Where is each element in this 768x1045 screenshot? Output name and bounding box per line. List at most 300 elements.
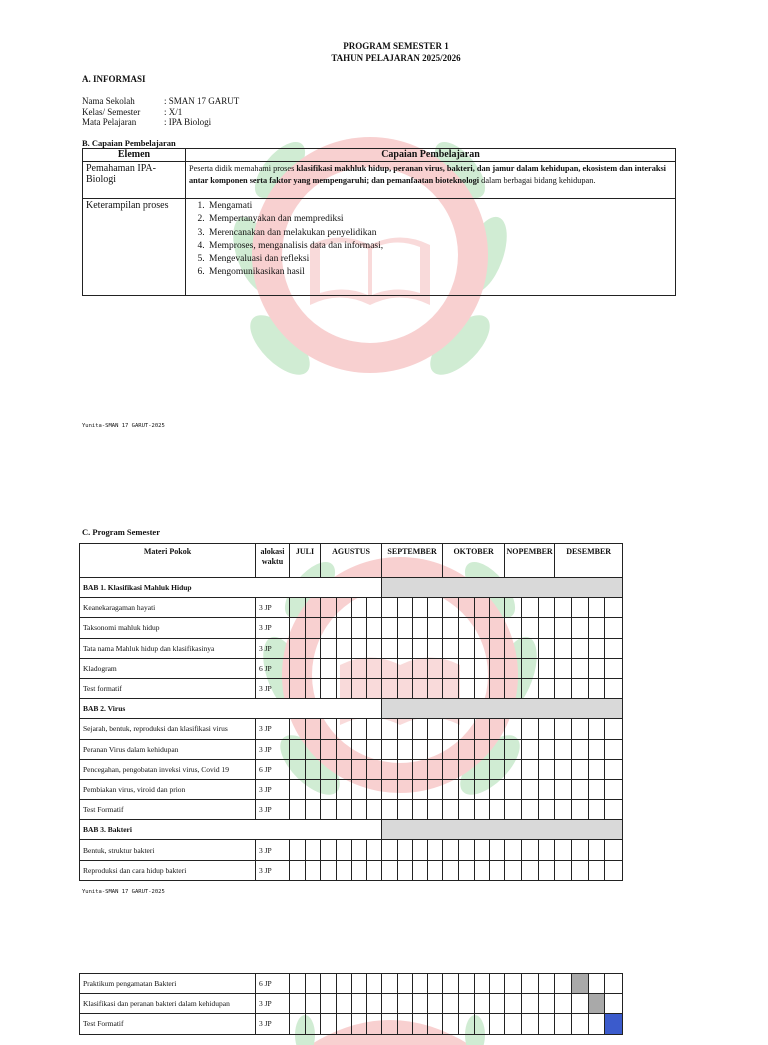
week-cell [337,678,352,698]
week-cell [605,638,623,658]
week-cell [398,719,413,739]
materi-cell: Sejarah, bentuk, reproduksi dan klasifikasi virus [80,719,256,739]
alokasi-cell: 6 JP [256,974,290,994]
info-row-subject [82,117,211,127]
week-cell [337,994,352,1014]
week-cell [572,779,589,799]
section-b-heading: B. Capaian Pembelajaran [82,138,176,148]
week-cell [605,779,623,799]
week-cell [352,840,367,860]
week-cell [337,779,352,799]
bab-title: BAB 2. Virus [80,699,382,719]
week-cell [428,598,443,618]
week-cell [555,658,572,678]
week-cell [555,759,572,779]
week-cell [539,840,555,860]
week-cell [522,658,539,678]
week-cell [290,994,306,1014]
week-cell [589,860,605,880]
week-cell [505,840,522,860]
week-cell [382,638,398,658]
week-cell [337,719,352,739]
table-row [80,860,623,880]
week-cell [290,598,306,618]
week-cell [352,759,367,779]
week-cell [337,598,352,618]
week-cell [505,779,522,799]
week-cell [475,598,490,618]
bab-row [80,820,623,840]
week-cell [382,994,398,1014]
week-cell [413,739,428,759]
bab-row [80,578,623,598]
week-cell [522,678,539,698]
week-cell [398,974,413,994]
table-row [80,739,623,759]
alokasi-cell: 3 JP [256,739,290,759]
table-row [80,759,623,779]
month-header: NOPEMBER [505,544,555,578]
week-cell [321,678,337,698]
week-cell [589,759,605,779]
week-cell [398,658,413,678]
week-cell [475,860,490,880]
week-cell [555,974,572,994]
bab-shading [382,578,623,598]
week-cell [306,800,321,820]
table-row [80,598,623,618]
week-cell [522,759,539,779]
week-cell [382,658,398,678]
document-subtitle: TAHUN PELAJARAN 2025/2026 [331,53,461,63]
week-cell [428,658,443,678]
week-cell [367,719,382,739]
month-header: JULI [290,544,321,578]
materi-cell: Pencegahan, pengobatan inveksi virus, Covid 19 [80,759,256,779]
week-cell [505,800,522,820]
bab-title: BAB 1. Klasifikasi Mahluk Hidup [80,578,382,598]
week-cell [443,759,459,779]
document-title: PROGRAM SEMESTER 1 [343,41,449,51]
week-cell [459,598,475,618]
skill-item: 4. Memproses, menganalisis data dan informasi, [207,240,672,253]
materi-cell: Taksonomi mahluk hidup [80,618,256,638]
week-cell [475,658,490,678]
week-cell [337,974,352,994]
week-cell [605,840,623,860]
week-cell [428,638,443,658]
week-cell [505,678,522,698]
week-cell [352,860,367,880]
week-cell [413,974,428,994]
week-cell [505,658,522,678]
week-cell [555,678,572,698]
alokasi-cell: 3 JP [256,618,290,638]
week-cell [459,840,475,860]
week-cell [555,638,572,658]
week-cell [413,840,428,860]
materi-cell: Praktikum pengamatan Bakteri [80,974,256,994]
info-value: : X/1 [164,107,183,117]
skill-item: 5. Mengevaluasi dan refleksi [207,253,672,266]
week-cell [555,739,572,759]
alokasi-cell: 6 JP [256,759,290,779]
page-footer: Yunita-SMAN 17 GARUT-2025 [82,423,165,429]
week-cell [382,678,398,698]
materi-cell: Kladogram [80,658,256,678]
week-cell [589,739,605,759]
info-label: Nama Sekolah [82,96,135,106]
week-cell [321,739,337,759]
week-cell [321,719,337,739]
week-cell [398,678,413,698]
alokasi-cell: 3 JP [256,840,290,860]
week-cell [459,759,475,779]
week-cell [382,779,398,799]
week-cell [382,840,398,860]
week-cell [459,800,475,820]
week-cell [428,618,443,638]
week-cell [555,719,572,739]
table-row [80,658,623,678]
week-cell [522,739,539,759]
week-cell [398,638,413,658]
week-cell [475,618,490,638]
week-cell [413,759,428,779]
month-header: AGUSTUS [321,544,382,578]
week-cell [382,759,398,779]
week-cell [475,800,490,820]
week-cell [413,800,428,820]
week-cell [321,779,337,799]
week-cell [443,860,459,880]
week-cell [428,860,443,880]
week-cell [352,598,367,618]
week-cell [589,840,605,860]
week-cell [555,800,572,820]
table-row [80,840,623,860]
week-cell [306,779,321,799]
skill-item: 1. Mengamati [207,200,672,213]
week-cell [321,618,337,638]
bab-row [80,699,623,719]
materi-cell: Test Formatif [80,800,256,820]
week-cell [321,638,337,658]
week-cell [321,598,337,618]
week-cell [572,739,589,759]
week-cell [398,860,413,880]
week-cell [306,860,321,880]
alokasi-cell: 3 JP [256,638,290,658]
week-cell [605,719,623,739]
week-cell [490,840,505,860]
week-cell [367,759,382,779]
week-cell [539,800,555,820]
week-cell [428,759,443,779]
week-cell [589,618,605,638]
week-cell [290,840,306,860]
skills-list-cell [186,199,676,296]
month-header: SEPTEMBER [382,544,443,578]
month-header: DESEMBER [555,544,623,578]
week-cell [605,618,623,638]
week-cell [413,860,428,880]
week-cell [572,638,589,658]
week-cell [337,840,352,860]
week-cell [398,779,413,799]
week-cell [382,800,398,820]
week-cell [539,638,555,658]
col-capaian: Capaian Pembelajaran [186,149,676,162]
week-cell [443,800,459,820]
week-cell [443,618,459,638]
week-cell [490,638,505,658]
col-materi-pokok: Materi Pokok [80,544,256,578]
week-cell [443,779,459,799]
week-cell [589,678,605,698]
materi-cell: Klasifikasi dan peranan bakteri dalam kehidupan [80,994,256,1014]
week-cell [367,860,382,880]
alokasi-cell: 3 JP [256,860,290,880]
week-cell [490,779,505,799]
alokasi-cell: 3 JP [256,800,290,820]
week-cell [539,759,555,779]
materi-cell: Test Formatif [80,1014,256,1034]
week-cell [490,860,505,880]
week-cell [555,860,572,880]
week-cell [413,719,428,739]
week-cell [539,598,555,618]
week-cell [490,739,505,759]
week-cell [475,638,490,658]
week-cell [505,994,522,1014]
week-cell [306,658,321,678]
week-cell [352,974,367,994]
skill-item: 2. Mempertanyakan dan memprediksi [207,213,672,226]
week-cell [459,974,475,994]
week-cell [428,974,443,994]
elemen-cell: Pemahaman IPA-Biologi [83,162,186,199]
week-cell [337,638,352,658]
week-cell [555,598,572,618]
week-cell [459,739,475,759]
week-cell [428,678,443,698]
week-cell [290,860,306,880]
week-cell [522,598,539,618]
week-cell [605,974,623,994]
alokasi-cell: 3 JP [256,1014,290,1034]
week-cell [382,974,398,994]
week-cell [505,974,522,994]
week-cell [605,800,623,820]
week-cell [572,759,589,779]
week-cell [475,678,490,698]
week-cell [490,598,505,618]
bab-shading [382,699,623,719]
week-cell [306,840,321,860]
week-cell [555,994,572,1014]
week-cell [382,598,398,618]
week-cell [605,994,623,1014]
week-cell [352,638,367,658]
week-cell [605,678,623,698]
week-cell [413,994,428,1014]
week-cell [367,840,382,860]
col-alokasi-waktu: alokasi waktu [256,544,290,578]
week-cell [490,658,505,678]
info-label: Kelas/ Semester [82,107,141,117]
info-value: : IPA Biologi [164,117,212,127]
week-cell [413,658,428,678]
week-cell [352,994,367,1014]
week-cell [428,719,443,739]
alokasi-cell: 3 JP [256,678,290,698]
program-semester-table-continued [79,973,623,1035]
info-row-school [82,96,239,106]
col-elemen: Elemen [83,149,186,162]
week-cell [522,840,539,860]
week-cell [306,719,321,739]
week-cell [572,800,589,820]
month-header: OKTOBER [443,544,505,578]
week-cell [443,598,459,618]
week-cell [382,860,398,880]
week-cell [367,779,382,799]
week-cell [306,618,321,638]
week-cell [572,860,589,880]
week-cell [398,598,413,618]
week-cell [398,618,413,638]
week-cell [475,759,490,779]
alokasi-cell: 3 JP [256,719,290,739]
week-cell [505,618,522,638]
week-cell [428,779,443,799]
week-cell [490,974,505,994]
week-cell [428,840,443,860]
week-cell [413,638,428,658]
week-cell [443,658,459,678]
week-cell [321,658,337,678]
skills-list [189,200,672,280]
week-cell [589,800,605,820]
week-cell [490,719,505,739]
week-cell [398,759,413,779]
week-cell [539,860,555,880]
week-cell [539,618,555,638]
alokasi-cell: 3 JP [256,779,290,799]
week-cell [337,860,352,880]
week-cell [522,860,539,880]
week-cell [475,994,490,1014]
materi-cell: Bentuk, struktur bakteri [80,840,256,860]
week-cell [522,719,539,739]
week-cell [428,994,443,1014]
week-cell [337,800,352,820]
week-cell [443,719,459,739]
week-cell [321,800,337,820]
skill-item: 6. Mengomunikasikan hasil [207,266,672,279]
week-cell [459,994,475,1014]
week-cell [459,779,475,799]
week-cell [522,800,539,820]
week-cell [572,658,589,678]
week-cell [475,840,490,860]
table-row [80,678,623,698]
week-cell [428,739,443,759]
week-cell [306,994,321,1014]
week-cell [572,719,589,739]
week-cell [398,840,413,860]
week-cell [306,638,321,658]
alokasi-cell: 3 JP [256,598,290,618]
week-cell [605,860,623,880]
week-cell [605,658,623,678]
week-cell [505,598,522,618]
week-cell [321,840,337,860]
week-cell [555,840,572,860]
week-cell [352,800,367,820]
week-cell [490,800,505,820]
week-cell [572,678,589,698]
page-footer: Yunita-SMAN 17 GARUT-2025 [82,889,165,895]
week-cell [352,779,367,799]
week-cell [539,678,555,698]
week-cell [605,739,623,759]
week-cell [367,800,382,820]
week-cell [290,678,306,698]
week-cell [459,860,475,880]
week-cell [490,678,505,698]
week-cell [572,994,589,1014]
week-cell [522,994,539,1014]
week-cell [539,779,555,799]
week-cell [352,678,367,698]
table-row [80,779,623,799]
week-cell [306,598,321,618]
week-cell [505,860,522,880]
week-cell [459,719,475,739]
week-cell [443,739,459,759]
week-cell [539,994,555,1014]
week-cell [290,658,306,678]
week-cell [505,719,522,739]
week-cell [443,638,459,658]
week-cell [306,974,321,994]
week-cell [290,800,306,820]
week-cell [522,638,539,658]
week-cell [398,800,413,820]
week-cell [367,678,382,698]
week-cell [352,719,367,739]
week-cell [382,719,398,739]
program-semester-table [79,543,623,881]
table-row [80,800,623,820]
materi-cell: Reproduksi dan cara hidup bakteri [80,860,256,880]
week-cell [459,618,475,638]
week-cell [290,974,306,994]
info-row-class [82,107,182,117]
week-cell [505,759,522,779]
week-cell [367,598,382,618]
week-cell [413,598,428,618]
week-cell [398,739,413,759]
week-cell [589,598,605,618]
week-cell [475,739,490,759]
week-cell [522,618,539,638]
week-cell [522,974,539,994]
week-cell [367,638,382,658]
table-row [80,974,623,994]
